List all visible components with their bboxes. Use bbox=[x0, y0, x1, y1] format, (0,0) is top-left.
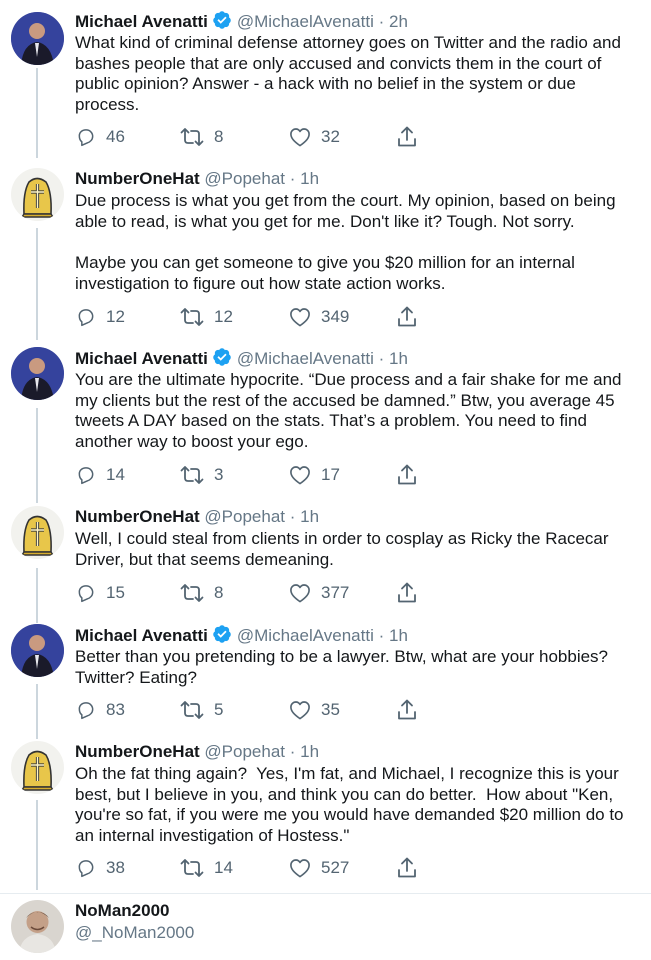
like-button[interactable] bbox=[289, 581, 349, 605]
reply-button[interactable] bbox=[76, 305, 125, 329]
retweet-button[interactable] bbox=[180, 125, 223, 149]
separator-dot: · bbox=[378, 12, 385, 31]
like-count: 32 bbox=[321, 127, 340, 146]
tweet-actions bbox=[75, 856, 495, 880]
author-name[interactable]: NumberOneHat bbox=[75, 169, 200, 188]
thread-line bbox=[36, 800, 38, 890]
separator-dot: · bbox=[289, 507, 296, 526]
retweet-count: 5 bbox=[214, 700, 224, 719]
author-handle[interactable]: @Popehat bbox=[204, 169, 286, 188]
reply-count: 12 bbox=[106, 307, 125, 326]
heart-icon bbox=[289, 127, 311, 147]
author-handle[interactable]: @MichaelAvenatti bbox=[236, 349, 374, 368]
avatar[interactable] bbox=[11, 168, 64, 221]
like-button[interactable] bbox=[289, 125, 340, 149]
tweet-text: What kind of criminal defense attorney goes on Twitter and the radio and bashes people that are only accused and convicts them in the court of public opinion? Answer - a hack with no belief in the system or due process. bbox=[75, 33, 626, 115]
separator-dot: · bbox=[289, 169, 296, 188]
tweet-actions bbox=[75, 305, 495, 329]
avatar[interactable] bbox=[11, 741, 64, 794]
like-count: 377 bbox=[321, 583, 350, 602]
thread-line bbox=[36, 228, 38, 340]
reply-icon bbox=[76, 465, 96, 485]
thread-line bbox=[36, 684, 38, 739]
reply-button[interactable] bbox=[76, 698, 125, 722]
reply-icon bbox=[76, 700, 96, 720]
share-icon bbox=[397, 857, 417, 879]
reply-icon bbox=[76, 127, 96, 147]
avatar[interactable] bbox=[11, 12, 64, 65]
retweet-button[interactable] bbox=[180, 463, 223, 487]
reply-count: 38 bbox=[106, 858, 125, 877]
avatar[interactable] bbox=[11, 347, 64, 400]
like-button[interactable] bbox=[289, 698, 340, 722]
retweet-icon bbox=[180, 583, 204, 603]
retweet-icon bbox=[180, 700, 204, 720]
retweet-icon bbox=[180, 465, 204, 485]
like-count: 527 bbox=[321, 858, 350, 877]
like-button[interactable] bbox=[289, 463, 340, 487]
author-name[interactable]: Michael Avenatti bbox=[75, 12, 208, 31]
share-button[interactable] bbox=[397, 125, 417, 149]
tweet-actions bbox=[75, 698, 495, 722]
author-handle[interactable]: @Popehat bbox=[204, 742, 286, 761]
like-count: 349 bbox=[321, 307, 350, 326]
heart-icon bbox=[289, 465, 311, 485]
retweet-count: 14 bbox=[214, 858, 233, 877]
retweet-button[interactable] bbox=[180, 305, 233, 329]
retweet-icon bbox=[180, 858, 204, 878]
avatar[interactable] bbox=[11, 506, 64, 559]
share-icon bbox=[397, 699, 417, 721]
heart-icon bbox=[289, 858, 311, 878]
retweet-count: 3 bbox=[214, 465, 224, 484]
avatar[interactable] bbox=[11, 900, 64, 953]
tweet-actions bbox=[75, 581, 495, 605]
timestamp[interactable]: 1h bbox=[300, 507, 320, 526]
author-handle[interactable]: @MichaelAvenatti bbox=[236, 12, 374, 31]
thread-line bbox=[36, 68, 38, 158]
retweet-count: 12 bbox=[214, 307, 233, 326]
retweet-button[interactable] bbox=[180, 856, 233, 880]
author-name[interactable]: Michael Avenatti bbox=[75, 626, 208, 645]
author-handle[interactable]: @MichaelAvenatti bbox=[236, 626, 374, 645]
heart-icon bbox=[289, 307, 311, 327]
author-handle[interactable]: @_NoMan2000 bbox=[75, 923, 195, 942]
heart-icon bbox=[289, 700, 311, 720]
like-button[interactable] bbox=[289, 305, 349, 329]
reply-icon bbox=[76, 858, 96, 878]
retweet-button[interactable] bbox=[180, 581, 223, 605]
share-icon bbox=[397, 582, 417, 604]
thread-line bbox=[36, 568, 38, 623]
tweet-actions bbox=[75, 463, 495, 487]
timestamp[interactable]: 2h bbox=[389, 12, 408, 31]
reply-count: 83 bbox=[106, 700, 125, 719]
retweet-icon bbox=[180, 307, 204, 327]
tweet-text: Oh the fat thing again? Yes, I'm fat, and Michael, I recognize this is your best, but I believe in you, and think you can do better. How about "Ken, you're so fat, if you were me you would have demanded $20 million do to an internal investigation of Hostess." bbox=[75, 764, 629, 846]
author-name[interactable]: NumberOneHat bbox=[75, 742, 200, 761]
like-count: 35 bbox=[321, 700, 340, 719]
verified-badge-icon bbox=[212, 10, 232, 30]
reply-button[interactable] bbox=[76, 581, 125, 605]
author-name[interactable]: NoMan2000 bbox=[75, 901, 170, 920]
like-count: 17 bbox=[321, 465, 340, 484]
reply-count: 14 bbox=[106, 465, 125, 484]
separator-dot: · bbox=[289, 742, 296, 761]
avatar[interactable] bbox=[11, 624, 64, 677]
timestamp[interactable]: 1h bbox=[300, 742, 320, 761]
divider bbox=[0, 893, 651, 894]
like-button[interactable] bbox=[289, 856, 349, 880]
share-icon bbox=[397, 126, 417, 148]
share-button[interactable] bbox=[397, 856, 417, 880]
tweet-text: Well, I could steal from clients in order to cosplay as Ricky the Racecar Driver, but that seems demeaning. bbox=[75, 529, 614, 569]
retweet-count: 8 bbox=[214, 583, 224, 602]
author-name[interactable]: NumberOneHat bbox=[75, 507, 200, 526]
separator-dot: · bbox=[378, 349, 385, 368]
verified-badge-icon bbox=[212, 347, 232, 367]
reply-icon bbox=[76, 307, 96, 327]
retweet-button[interactable] bbox=[180, 698, 223, 722]
timestamp[interactable]: 1h bbox=[389, 349, 408, 368]
reply-count: 15 bbox=[106, 583, 125, 602]
share-button[interactable] bbox=[397, 581, 417, 605]
retweet-count: 8 bbox=[214, 127, 224, 146]
thread-line bbox=[36, 408, 38, 503]
reply-icon bbox=[76, 583, 96, 603]
timestamp[interactable]: 1h bbox=[300, 169, 320, 188]
share-icon bbox=[397, 306, 417, 328]
share-button[interactable] bbox=[397, 698, 417, 722]
reply-count: 46 bbox=[106, 127, 125, 146]
timestamp[interactable]: 1h bbox=[389, 626, 408, 645]
share-button[interactable] bbox=[397, 305, 417, 329]
tweet-actions bbox=[75, 125, 495, 149]
retweet-icon bbox=[180, 127, 204, 147]
heart-icon bbox=[289, 583, 311, 603]
reply-button[interactable] bbox=[76, 856, 125, 880]
tweet-text: Better than you pretending to be a lawyer. Btw, what are your hobbies? Twitter? Eating? bbox=[75, 647, 613, 687]
author-name[interactable]: Michael Avenatti bbox=[75, 349, 208, 368]
author-handle[interactable]: @Popehat bbox=[204, 507, 286, 526]
tweet-text: You are the ultimate hypocrite. “Due process and a fair shake for me and my clients but the rest of the accused be damned.” Btw, you average 45 tweets A DAY based on the stats. That’s a problem. You need to find another way to boost your ego. bbox=[75, 370, 627, 452]
reply-button[interactable] bbox=[76, 125, 125, 149]
separator-dot: · bbox=[378, 626, 385, 645]
verified-badge-icon bbox=[212, 624, 232, 644]
share-button[interactable] bbox=[397, 463, 417, 487]
share-icon bbox=[397, 464, 417, 486]
reply-button[interactable] bbox=[76, 463, 125, 487]
tweet-text: Due process is what you get from the court. My opinion, based on being able to read, is what you get for me. Don't like it? Tough. Not sorry. Maybe you can get someone to give you $20 million for an internal investigation to figure out how state action works. bbox=[75, 191, 616, 293]
